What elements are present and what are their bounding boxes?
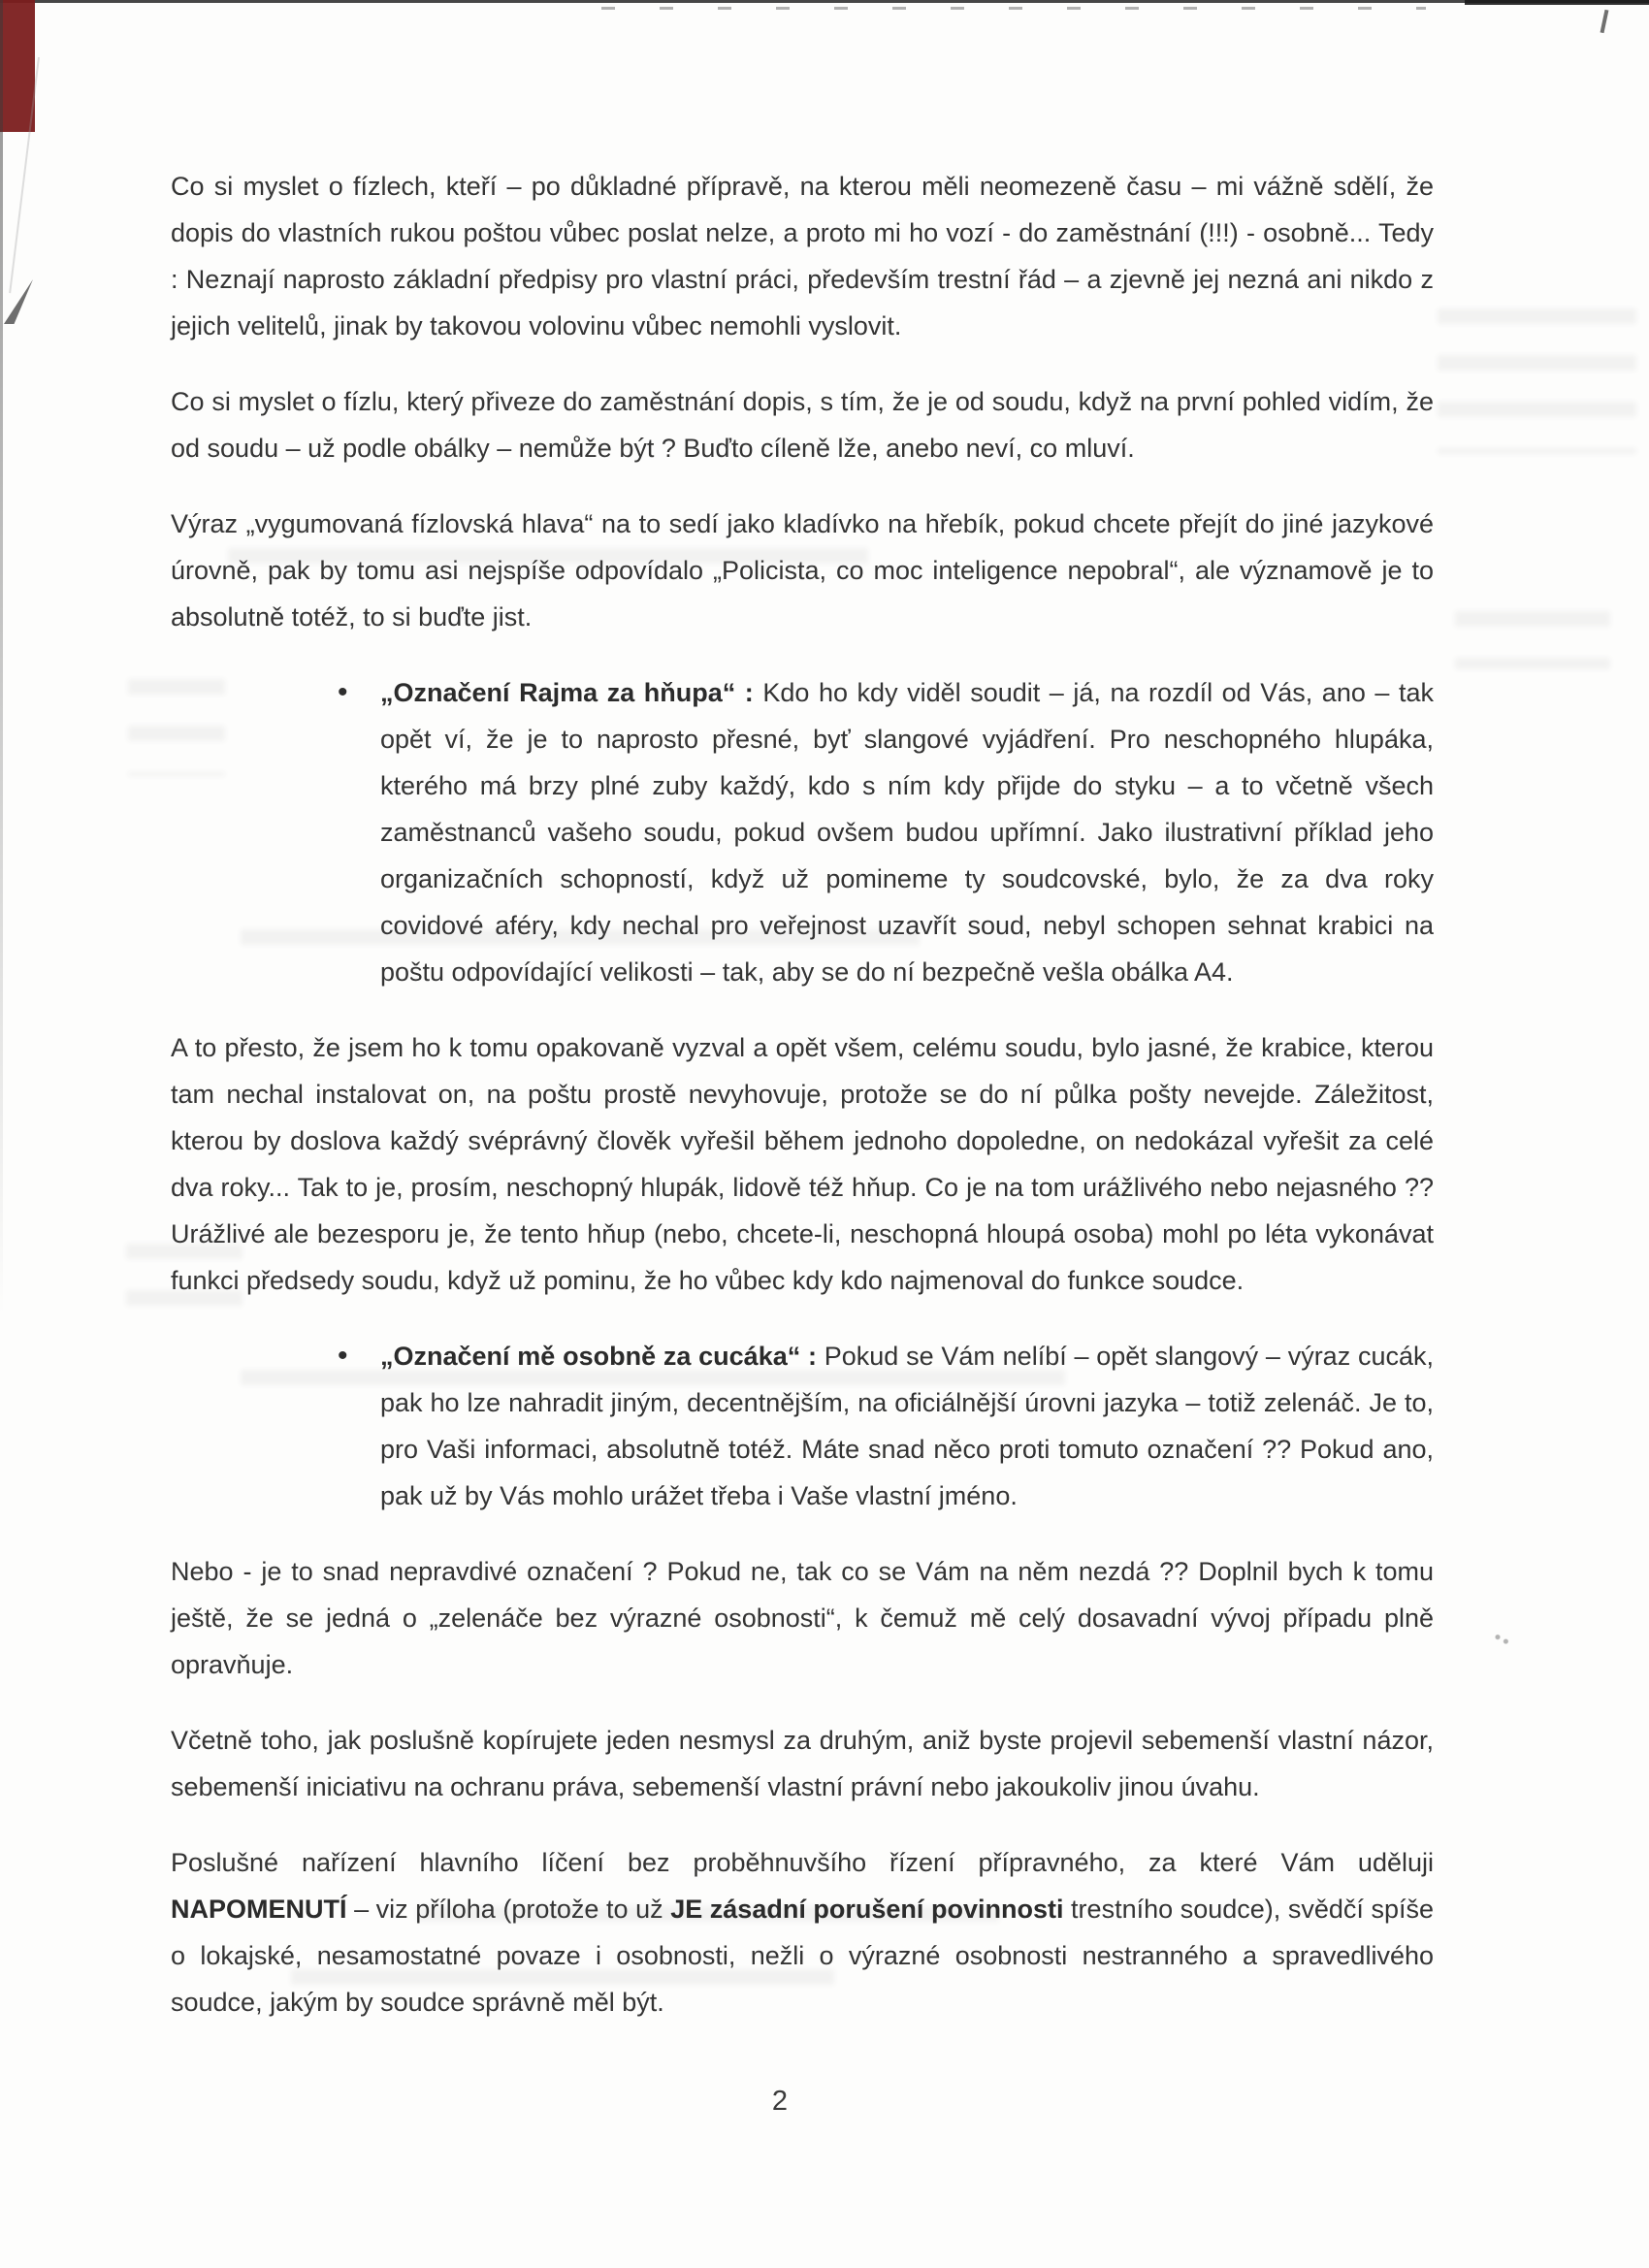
bold-text-run: JE zásadní porušení povinnosti [670, 1895, 1064, 1924]
top-scan-edge-artifact [0, 0, 1649, 3]
bullet-marker-icon: • [338, 1340, 348, 1372]
paragraph [171, 1548, 1434, 1688]
text-run: trestního soudce), svědčí spíše o lokajské, nesamostatné povaze i osobnosti, nežli o výrazné osobnosti nestranného a spravedlivého soudce, jakým by soudce správně měl být. [171, 1895, 1434, 2017]
bold-text-run: „Označení Rajma za hňupa“ : [380, 678, 763, 707]
paragraph [171, 1024, 1434, 1304]
bullet-item [338, 1333, 1434, 1519]
scan-mark-artifact [1600, 10, 1609, 33]
text-run: Nebo - je to snad nepravdivé označení ? Pokud ne, tak co se Vám na něm nezdá ?? Doplnil bych k tomu ještě, že se jedná o „zelenáče bez výrazné osobnosti“, k čemuž mě celý dosavadní vývoj případu plně opravňuje. [171, 1557, 1434, 1679]
text-run: Výraz „vygumovaná fízlovská hlava“ na to sedí jako kladívko na hřebík, pokud chcete přejít do jiné jazykové úrovně, pak by tomu asi nejspíše odpovídalo „Policista, co moc inteligence nepobral“, ale významově je to absolutně totéž, to si buďte jist. [171, 509, 1434, 632]
text-run: A to přesto, že jsem ho k tomu opakovaně vyzval a opět všem, celému soudu, bylo jasné, že krabice, kterou tam nechal instalovat on, na poštu prostě nevyhovuje, protože se do ní půlka pošty nevejde. Záležitost, kterou by doslova každý svéprávný člověk vyřešil během jednoho dopoledne, on nedokázal vyřešit za celé dva roky... Tak to je, prosím, neschopný hlupák, lidově též hňup. Co je na tom urážlivého nebo nejasného ?? Urážlivé ale bezesporu je, že tento hňup (nebo, chcete-li, neschopná hloupá osoba) mohl po léta vykonávat funkci předsedy soudu, když už pominu, že ho vůbec kdy kdo najmenoval do funkce soudce. [171, 1033, 1434, 1295]
red-edge-artifact [0, 0, 35, 132]
left-scan-edge-artifact [0, 0, 3, 1315]
paragraph [171, 1717, 1434, 1810]
text-run: Poslušné nařízení hlavního líčení bez proběhnuvšího řízení přípravného, za které Vám uděluji [171, 1848, 1434, 1877]
paragraph [171, 378, 1434, 471]
bullet-item [338, 669, 1434, 995]
paragraph [171, 163, 1434, 349]
bullet-text [380, 669, 1434, 995]
paragraph [171, 1839, 1434, 2025]
text-run: – viz příloha (protože to už [346, 1895, 671, 1924]
bold-text-run: NAPOMENUTÍ [171, 1895, 347, 1924]
bullet-marker-icon: • [338, 676, 348, 708]
page-number: 2 [771, 2086, 789, 2117]
bullet-text [380, 1333, 1434, 1519]
document-body [171, 163, 1434, 2055]
top-scan-dashes-artifact [601, 7, 1426, 10]
bleed-through-artifact [1455, 611, 1610, 669]
top-scan-edge-artifact [1465, 0, 1649, 5]
paragraph [171, 501, 1434, 640]
text-run: Kdo ho kdy viděl soudit – já, na rozdíl od Vás, ano – tak opět ví, že je to naprosto přesné, byť slangové vyjádření. Pro neschopného hlupáka, kterého má brzy plné zuby každý, kdo s ním kdy přijde do styku – a to včetně všech zaměstnanců vašeho soudu, pokud ovšem budou upřímní. Jako ilustrativní příklad jeho organizačních schopností, když už pomineme ty soudcovské, bylo, že za dva roky covidové aféry, kdy nechal pro veřejnost uzavřít soud, nebyl schopen sehnat krabici na poštu odpovídající velikosti – tak, aby se do ní bezpečně vešla obálka A4. [380, 678, 1434, 987]
text-run: Včetně toho, jak poslušně kopírujete jeden nesmysl za druhým, aniž byste projevil sebemenší vlastní názor, sebemenší iniciativu na ochranu práva, sebemenší vlastní právní nebo jakoukoliv jinou úvahu. [171, 1726, 1434, 1801]
text-run: Co si myslet o fízlu, který přiveze do zaměstnání dopis, s tím, že je od soudu, když na první pohled vidím, že od soudu – už podle obálky – nemůže být ? Buďto cíleně lže, anebo neví, co mluví. [171, 387, 1434, 463]
bleed-through-artifact [1438, 308, 1636, 454]
crease-artifact [4, 279, 33, 324]
text-run: Co si myslet o fízlech, kteří – po důkladné přípravě, na kterou měli neomezeně času – mi vážně sdělí, že dopis do vlastních rukou poštou vůbec poslat nelze, a proto mi ho vozí - do zaměstnání (!!!) - osobně... Tedy : Neznají naprosto základní předpisy pro vlastní práci, především trestní řád – a zjevně jej nezná ani nikdo z jejich velitelů, jinak by takovou volovinu vůbec nemohli vyslovit. [171, 172, 1434, 340]
scan-mark-artifact [1492, 1632, 1511, 1645]
bold-text-run: „Označení mě osobně za cucáka“ : [380, 1342, 824, 1371]
text-run: Pokud se Vám nelíbí – opět slangový – výraz cucák, pak ho lze nahradit jiným, decentnějším, na oficiálnější úrovni jazyka – totiž zelenáč. Je to, pro Vaši informaci, absolutně totéž. Máte snad něco proti tomuto označení ?? Pokud ano, pak už by Vás mohlo urážet třeba i Vaše vlastní jméno. [380, 1342, 1435, 1510]
